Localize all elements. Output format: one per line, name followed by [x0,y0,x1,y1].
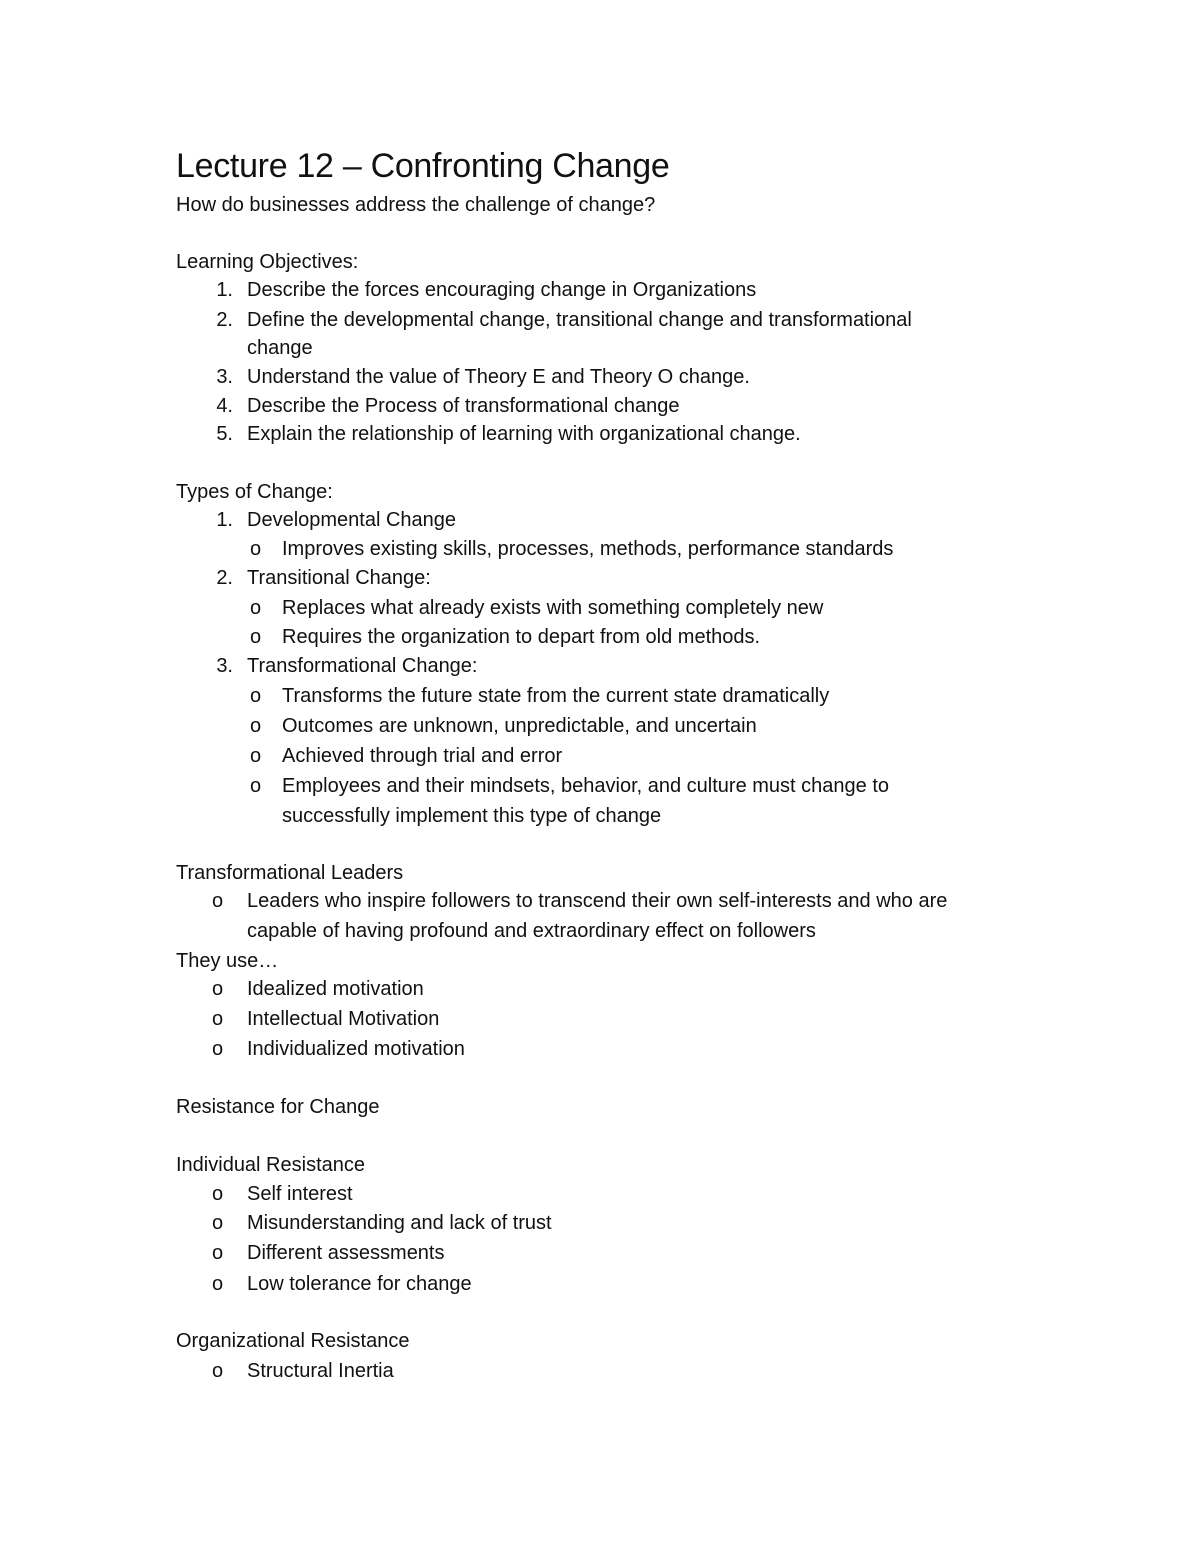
section-heading: Learning Objectives: [176,251,359,273]
bullet-item: Leaders who inspire followers to transcend their own self-interests and who are [247,890,948,912]
list-item: Define the developmental change, transitional change and transformational [247,309,912,331]
list-number: 2. [216,567,233,589]
bullet-item: Outcomes are unknown, unpredictable, and uncertain [282,715,757,737]
bullet-item: Improves existing skills, processes, methods, performance standards [282,538,894,560]
bullet-marker: o [212,978,224,1000]
bullet-item: capable of having profound and extraordinary effect on followers [247,920,816,942]
bullet-marker: o [250,745,262,767]
list-item: change [247,337,313,359]
bullet-marker: o [212,1242,224,1264]
bullet-item: Misunderstanding and lack of trust [247,1212,552,1234]
bullet-marker: o [212,1008,224,1030]
section-heading: Types of Change: [176,481,333,503]
bullet-marker: o [250,538,262,560]
bullet-item: Individualized motivation [247,1038,465,1060]
section-heading: Individual Resistance [176,1154,365,1176]
list-item: Explain the relationship of learning with organizational change. [247,423,801,445]
bullet-item: successfully implement this type of change [282,805,662,827]
bullet-item: Self interest [247,1183,353,1205]
bullet-item: Requires the organization to depart from old methods. [282,626,761,648]
bullet-item: Structural Inertia [247,1360,394,1382]
bullet-marker: o [212,1038,224,1060]
list-number: 5. [216,423,233,445]
section-heading: Organizational Resistance [176,1330,410,1352]
section-heading: Resistance for Change [176,1096,380,1118]
bullet-item: Intellectual Motivation [247,1008,440,1030]
bullet-item: Different assessments [247,1242,445,1264]
bullet-item: Idealized motivation [247,978,424,1000]
list-number: 2. [216,309,233,331]
section-label: They use… [176,950,279,972]
list-item: Understand the value of Theory E and Theory O change. [247,366,750,388]
bullet-marker: o [212,1273,224,1295]
list-item: Describe the forces encouraging change in Organizations [247,279,757,301]
bullet-marker: o [250,626,262,648]
list-number: 3. [216,655,233,677]
bullet-marker: o [212,890,224,912]
bullet-marker: o [212,1212,224,1234]
bullet-marker: o [250,597,262,619]
list-number: 3. [216,366,233,388]
bullet-item: Low tolerance for change [247,1273,472,1295]
list-number: 1. [216,509,233,531]
bullet-item: Employees and their mindsets, behavior, and culture must change to [282,775,890,797]
bullet-marker: o [250,685,262,707]
list-number: 1. [216,279,233,301]
list-item: Describe the Process of transformational change [247,395,680,417]
list-item: Transformational Change: [247,655,478,677]
bullet-item: Achieved through trial and error [282,745,563,767]
bullet-item: Transforms the future state from the current state dramatically [282,685,830,707]
bullet-marker: o [212,1183,224,1205]
bullet-marker: o [250,715,262,737]
bullet-item: Replaces what already exists with something completely new [282,597,824,619]
list-item: Developmental Change [247,509,457,531]
subtitle: How do businesses address the challenge of change? [176,194,656,216]
list-item: Transitional Change: [247,567,431,589]
bullet-marker: o [250,775,262,797]
section-heading: Transformational Leaders [176,862,404,884]
bullet-marker: o [212,1360,224,1382]
page-title: Lecture 12 – Confronting Change [176,147,670,185]
list-number: 4. [216,395,233,417]
